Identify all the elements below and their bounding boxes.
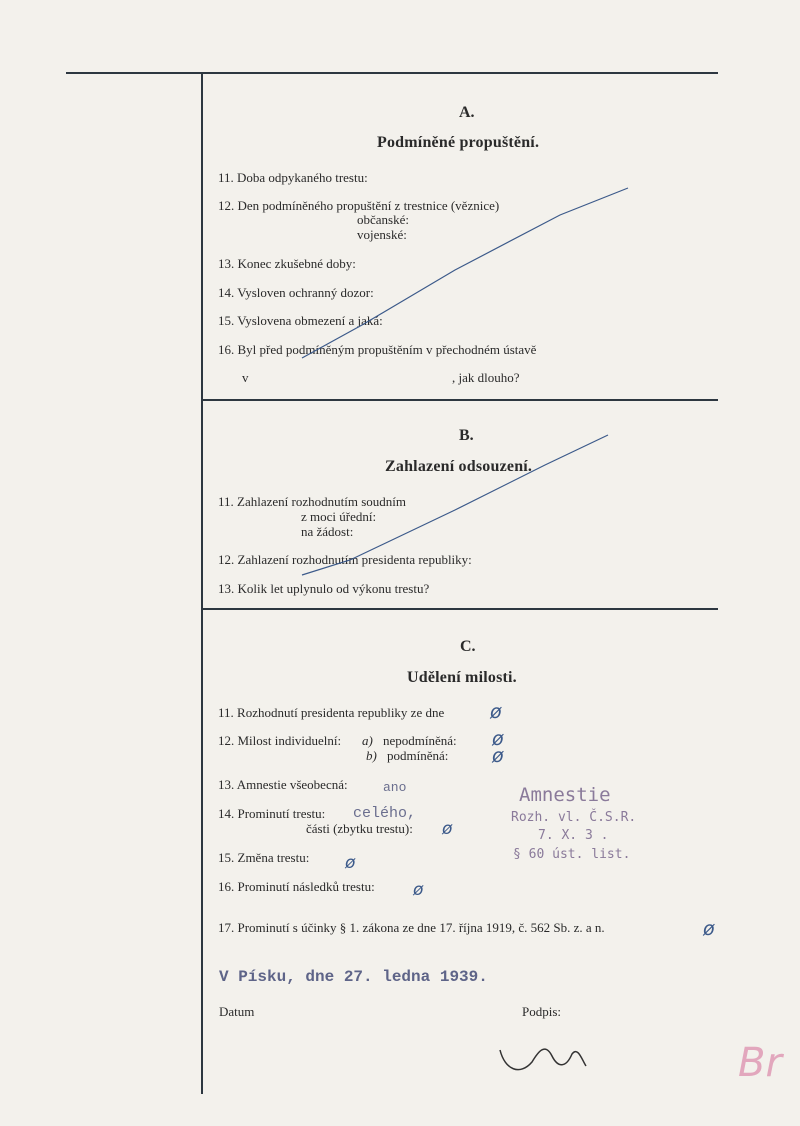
c-item-14: 14. Prominutí trestu: xyxy=(218,806,326,821)
c-item-15: 15. Změna trestu: xyxy=(218,850,310,865)
a-item-11: 11. Doba odpykaného trestu: xyxy=(218,170,368,185)
a-item-13: 13. Konec zkušebné doby: xyxy=(218,256,356,271)
b-item-11: 11. Zahlazení rozhodnutím soudním xyxy=(218,494,406,509)
c-item-17: 17. Prominutí s účinky § 1. zákona ze dne 17. října 1919, č. 562 Sb. z. a n. xyxy=(218,920,605,935)
signature xyxy=(500,1049,586,1070)
stamp-line-4: § 60 úst. list. xyxy=(513,847,631,862)
c-item-12: 12. Milost individuelní: xyxy=(218,733,342,748)
section-c-letter: C. xyxy=(460,638,476,655)
c-item-12-b: podmíněná: xyxy=(387,748,449,763)
podpis-label: Podpis: xyxy=(522,1004,562,1019)
c-item-16-mark: ø xyxy=(413,880,424,900)
a-item-12-military: vojenské: xyxy=(357,227,407,242)
c-item-13-value: ano xyxy=(383,780,407,795)
b-item-12: 12. Zahlazení rozhodnutím presidenta republiky: xyxy=(218,552,472,567)
c-item-14-value: celého, xyxy=(353,805,417,822)
margin-mark: Br xyxy=(738,1040,782,1086)
c-item-12-a: nepodmíněná: xyxy=(383,733,457,748)
a-item-14: 14. Vysloven ochranný dozor: xyxy=(218,285,374,300)
c-item-12-b-prefix: b) xyxy=(366,748,377,763)
datum-label: Datum xyxy=(219,1004,255,1019)
stamp-line-2: Rozh. vl. Č.S.R. xyxy=(511,810,637,825)
a-item-12: 12. Den podmíněného propuštění z trestnice (věznice) xyxy=(218,198,500,213)
c-item-12-b-mark: ø xyxy=(492,745,504,767)
cancel-stroke-b xyxy=(302,435,608,575)
a-item-15: 15. Vyslovena obmezení a jaká: xyxy=(218,313,383,328)
c-item-14-part: části (zbytku trestu): xyxy=(306,821,413,836)
stamp-line-1: Amnestie xyxy=(519,784,611,806)
c-item-11-mark: ø xyxy=(490,701,502,723)
a-item-12-civil: občanské: xyxy=(357,212,409,227)
b-item-11-request: na žádost: xyxy=(301,524,354,539)
c-item-11: 11. Rozhodnutí presidenta republiky ze dne xyxy=(218,705,445,720)
section-b-letter: B. xyxy=(459,427,474,444)
a-item-16-v: v xyxy=(242,370,249,385)
section-c-title: Udělení milosti. xyxy=(407,669,517,686)
c-item-12-a-mark: ø xyxy=(492,728,504,750)
b-item-11-official: z moci úřední: xyxy=(301,509,377,524)
b-item-13: 13. Kolik let uplynulo od výkonu trestu? xyxy=(218,581,430,596)
section-b-title: Zahlazení odsouzení. xyxy=(385,458,533,475)
a-item-16: 16. Byl před podmíněným propuštěním v přechodném ústavě xyxy=(218,342,537,357)
stamp-line-3: 7. X. 3 . xyxy=(538,828,609,843)
c-item-16: 16. Prominutí následků trestu: xyxy=(218,879,375,894)
a-item-16-how-long: , jak dlouho? xyxy=(452,370,520,385)
section-a-letter: A. xyxy=(459,104,475,121)
c-item-12-a-prefix: a) xyxy=(362,733,373,748)
c-item-15-mark: ø xyxy=(345,853,356,873)
c-item-17-mark: ø xyxy=(703,918,715,940)
c-item-14-part-mark: ø xyxy=(442,819,453,839)
section-a-title: Podmíněné propuštění. xyxy=(377,134,540,151)
c-item-13: 13. Amnestie všeobecná: xyxy=(218,777,348,792)
cancel-stroke-a xyxy=(302,188,628,358)
place-date-stamp: V Písku, dne 27. ledna 1939. xyxy=(219,968,488,986)
